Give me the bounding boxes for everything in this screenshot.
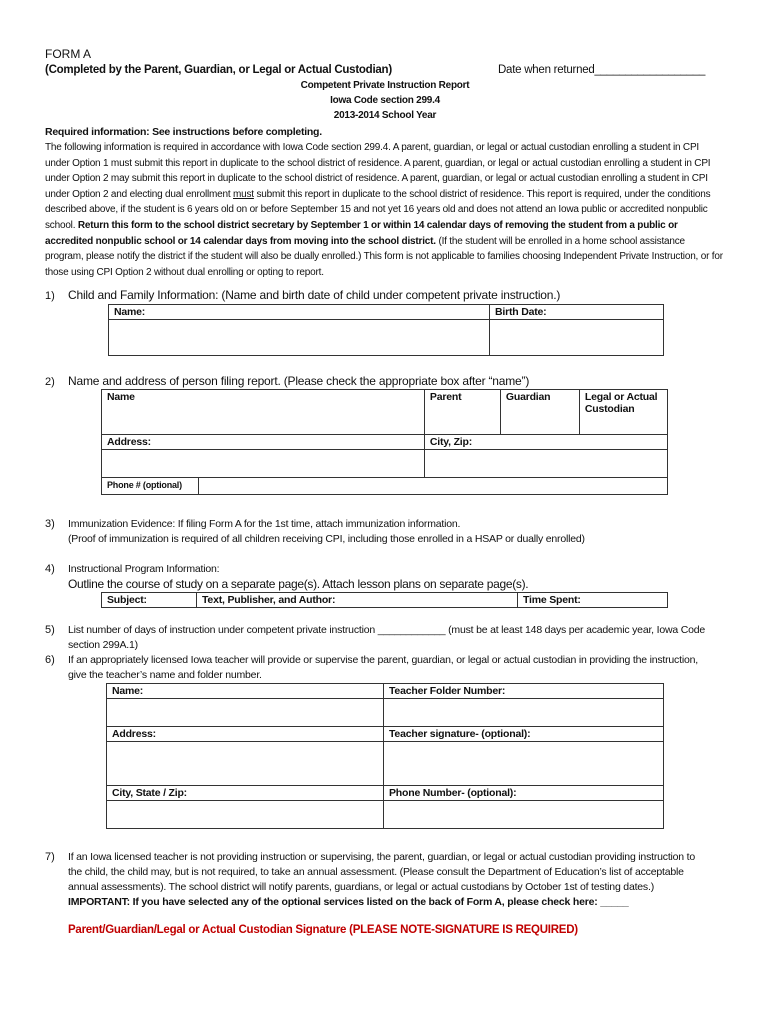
filer-cityzip-label: City, Zip: — [424, 435, 667, 450]
guardian-checkbox[interactable] — [500, 390, 579, 435]
instructions-must: must — [233, 188, 254, 200]
school-year: 2013-2014 School Year — [333, 110, 437, 121]
section-6-line-2: give the teacher’s name and folder number. — [68, 669, 262, 681]
section-2-number: 2) — [45, 376, 55, 388]
child-name-input[interactable] — [109, 320, 490, 356]
code-section: Iowa Code section 299.4 — [330, 95, 440, 106]
child-name-label: Name: — [109, 305, 490, 320]
filer-cityzip-input[interactable] — [424, 450, 667, 478]
instructions-paragraph — [45, 140, 725, 280]
instructions-text-2: submit this report in duplicate to the school district of residence. This report is required, under the conditions described above, if the student is 6 years old on or before September 15 and not yet 16 years old and does not attend an Iowa public or accredited nonpublic school. — [45, 188, 711, 231]
teacher-address-input[interactable] — [107, 742, 384, 786]
form-label: FORM A — [45, 47, 92, 61]
completed-by: (Completed by the Parent, Guardian, or Legal or Actual Custodian) — [45, 64, 392, 76]
teacher-signature-input[interactable] — [384, 742, 664, 786]
section-5-number: 5) — [45, 624, 55, 636]
phone-label: Phone # (optional) — [102, 478, 199, 495]
filer-table — [101, 389, 668, 495]
subject-header: Subject: — [102, 593, 197, 608]
instructions-text-3: (If the student will be enrolled in a home school assistance program, please notify the district if the student will also be dually enrolled.) This form is not applicable to families choosing Independent Private Instruction, or for those using CPI Option 2 without dual enrolling or opting to report. — [45, 235, 723, 278]
teacher-folder-input[interactable] — [384, 699, 664, 727]
date-returned-field[interactable]: Date when returned__________________ — [498, 64, 706, 76]
instructions-heading: Required information: See instructions before completing. — [45, 126, 322, 138]
instructions-text-1: The following information is required in accordance with Iowa Code section 299.4. A parent, guardian, or legal or actual custodian enrolling a student in CPI under Option 1 must submit this report in duplicate to the school district of residence. A parent, guardian, or legal or actual custodian enrolling a student in CPI under Option 2 may submit this report in duplicate to the school district of residence. A parent, guardian, or legal or actual custodian enrolling a student in CPI under Option 2 and electing dual enrollment — [45, 142, 711, 200]
teacher-phone-input[interactable] — [384, 801, 664, 829]
filer-address-label: Address: — [102, 435, 425, 450]
teacher-folder-label: Teacher Folder Number: — [384, 684, 664, 699]
teacher-table — [106, 683, 664, 829]
teacher-name-input[interactable] — [107, 699, 384, 727]
custodian-label: Custodian — [584, 403, 635, 415]
teacher-name-label: Name: — [107, 684, 384, 699]
section-3-number: 3) — [45, 518, 55, 530]
instructions-return: Return this form to the school district secretary by September 1 or within 14 calendar days of removing the student from a public or accredited nonpublic school or 14 calendar days from moving into the school district. — [45, 219, 678, 247]
signature-label[interactable]: Parent/Guardian/Legal or Actual Custodian Signature (PLEASE NOTE-SIGNATURE IS REQUIRED) — [68, 924, 578, 936]
section-4-line-1: Instructional Program Information: — [68, 563, 220, 575]
report-title: Competent Private Instruction Report — [300, 80, 470, 91]
birth-date-label: Birth Date: — [490, 305, 664, 320]
section-7-number: 7) — [45, 851, 55, 863]
birth-date-input[interactable] — [490, 320, 664, 356]
section-7-line-2: the child, the child may, but is not required, to take an annual assessment. (Please consult the Department of Education’s list of acceptable — [68, 866, 684, 878]
guardian-label: Guardian — [505, 391, 551, 403]
section-7-line-3: annual assessments). The school district will notify parents, guardians, or legal or actual custodians by October 1st of testing dates.) — [68, 881, 654, 893]
teacher-phone-label: Phone Number- (optional): — [384, 786, 664, 801]
section-3-line-1: Immunization Evidence: If filing Form A for the 1st time, attach immunization information. — [68, 518, 461, 530]
phone-input[interactable] — [199, 478, 668, 495]
custodian-checkbox[interactable] — [579, 390, 667, 435]
section-7-line-1: If an Iowa licensed teacher is not providing instruction or supervising, the parent, guardian, or legal or actual custodian providing instruction to — [68, 851, 696, 863]
section-1-number: 1) — [45, 290, 55, 302]
section-6-number: 6) — [45, 654, 55, 666]
child-info-table — [108, 304, 664, 356]
section-3-line-2: (Proof of immunization is required of all children receiving CPI, including those enrolled in a HSAP or dually enrolled) — [68, 533, 585, 545]
filer-address-input[interactable] — [102, 450, 425, 478]
program-table — [101, 592, 668, 608]
parent-checkbox[interactable] — [424, 390, 500, 435]
section-4-number: 4) — [45, 563, 55, 575]
parent-label: Parent — [429, 391, 462, 403]
text-publisher-header: Text, Publisher, and Author: — [197, 593, 518, 608]
teacher-city-label: City, State / Zip: — [107, 786, 384, 801]
legal-actual-label: Legal or Actual — [584, 391, 658, 403]
section-5-line-1[interactable]: List number of days of instruction under competent private instruction ____________ (must be at least 148 days per academic year, Iowa Code — [68, 624, 706, 636]
section-4-line-2: Outline the course of study on a separate page(s). Attach lesson plans on separate page(s). — [68, 577, 529, 591]
section-5-line-2: section 299A.1) — [68, 639, 138, 651]
teacher-city-input[interactable] — [107, 801, 384, 829]
teacher-address-label: Address: — [107, 727, 384, 742]
section-6-line-1: If an appropriately licensed Iowa teacher will provide or supervise the parent, guardian, or legal or actual custodian in providing the instruction, — [68, 654, 698, 666]
teacher-signature-label: Teacher signature- (optional): — [384, 727, 664, 742]
section-2-text: Name and address of person filing report. (Please check the appropriate box after “name”) — [68, 374, 530, 388]
time-spent-header: Time Spent: — [518, 593, 668, 608]
filer-name-label[interactable]: Name — [102, 390, 425, 435]
section-7-important[interactable]: IMPORTANT: If you have selected any of the optional services listed on the back of Form A, please check here: _____ — [68, 896, 629, 908]
section-1-text: Child and Family Information: (Name and birth date of child under competent private instruction.) — [68, 288, 561, 302]
